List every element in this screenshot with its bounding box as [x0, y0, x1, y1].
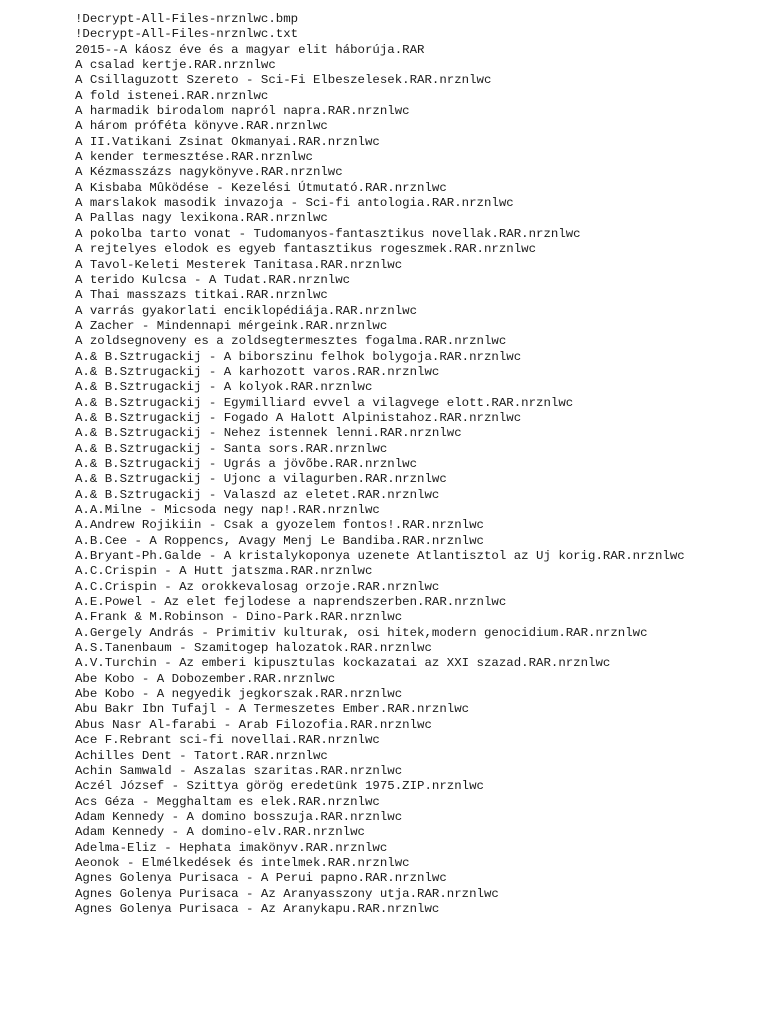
- file-entry: A csalad kertje.RAR.nrznlwc: [75, 58, 276, 73]
- file-entry: A marslakok masodik invazoja - Sci-fi antologia.RAR.nrznlwc: [75, 196, 514, 211]
- file-entry: A.Bryant-Ph.Galde - A kristalykoponya uzenete Atlantisztol az Uj korig.RAR.nrznlwc: [75, 549, 685, 564]
- file-entry: Ace F.Rebrant sci-fi novellai.RAR.nrznlwc: [75, 733, 380, 748]
- file-entry: !Decrypt-All-Files-nrznlwc.txt: [75, 27, 299, 42]
- file-entry: Agnes Golenya Purisaca - Az Aranyasszony utja.RAR.nrznlwc: [75, 886, 499, 901]
- file-entry: A pokolba tarto vonat - Tudomanyos-fantasztikus novellak.RAR.nrznlwc: [75, 226, 581, 241]
- file-entry: A.& B.Sztrugackij - Ujonc a vilagurben.RAR.nrznlwc: [75, 472, 447, 487]
- file-entry: Agnes Golenya Purisaca - Az Aranykapu.RAR.nrznlwc: [75, 901, 440, 916]
- file-entry: !Decrypt-All-Files-nrznlwc.bmp: [75, 12, 299, 26]
- file-entry: A.S.Tanenbaum - Szamitogep halozatok.RAR.nrznlwc: [75, 641, 432, 656]
- file-entry: A Tavol-Keleti Mesterek Tanitasa.RAR.nrznlwc: [75, 257, 403, 272]
- file-entry: A Kézmasszázs nagykönyve.RAR.nrznlwc: [75, 165, 343, 180]
- file-entry: A.& B.Sztrugackij - A karhozott varos.RAR.nrznlwc: [75, 364, 440, 379]
- file-entry: A.& B.Sztrugackij - Fogado A Halott Alpinistahoz.RAR.nrznlwc: [75, 410, 522, 425]
- file-entry: A rejtelyes elodok es egyeb fantasztikus rogeszmek.RAR.nrznlwc: [75, 242, 537, 257]
- file-entry: A.& B.Sztrugackij - A kolyok.RAR.nrznlwc: [75, 380, 373, 395]
- file-entry: A.Andrew Rojikiin - Csak a gyozelem fontos!.RAR.nrznlwc: [75, 518, 484, 533]
- file-entry: Abu Bakr Ibn Tufajl - A Termeszetes Ember.RAR.nrznlwc: [75, 702, 470, 717]
- file-entry: Abe Kobo - A Dobozember.RAR.nrznlwc: [75, 671, 336, 686]
- file-list: [75, 12, 715, 917]
- file-entry: A II.Vatikani Zsinat Okmanyai.RAR.nrznlwc: [75, 134, 380, 149]
- file-entry: A harmadik birodalom napról napra.RAR.nrznlwc: [75, 104, 410, 119]
- file-entry: 2015--A káosz éve és a magyar elit háborúja.RAR: [75, 42, 425, 57]
- file-entry: Aeonok - Elmélkedések és intelmek.RAR.nrznlwc: [75, 855, 410, 870]
- file-entry: A zoldsegnoveny es a zoldsegtermesztes fogalma.RAR.nrznlwc: [75, 334, 507, 349]
- file-entry: Abus Nasr Al-farabi - Arab Filozofia.RAR.nrznlwc: [75, 717, 432, 732]
- file-entry: A.V.Turchin - Az emberi kipusztulas kockazatai az XXI szazad.RAR.nrznlwc: [75, 656, 611, 671]
- file-entry: A fold istenei.RAR.nrznlwc: [75, 88, 269, 103]
- file-entry: Aczél József - Szittya görög eredetünk 1975.ZIP.nrznlwc: [75, 779, 484, 794]
- file-entry: A három próféta könyve.RAR.nrznlwc: [75, 119, 328, 134]
- file-entry: A.& B.Sztrugackij - Nehez istennek lenni.RAR.nrznlwc: [75, 426, 462, 441]
- file-entry: A.& B.Sztrugackij - Ugrás a jövõbe.RAR.nrznlwc: [75, 456, 418, 471]
- file-entry: A.Gergely András - Primitiv kulturak, osi hitek,modern genocidium.RAR.nrznlwc: [75, 625, 648, 640]
- file-entry: A.& B.Sztrugackij - Santa sors.RAR.nrznlwc: [75, 441, 388, 456]
- file-entry: Achin Samwald - Aszalas szaritas.RAR.nrznlwc: [75, 763, 403, 778]
- file-entry: Adelma-Eliz - Hephata imakönyv.RAR.nrznlwc: [75, 840, 388, 855]
- file-entry: A.& B.Sztrugackij - Egymilliard evvel a vilagvege elott.RAR.nrznlwc: [75, 395, 574, 410]
- file-entry: A.E.Powel - Az elet fejlodese a naprendszerben.RAR.nrznlwc: [75, 595, 507, 610]
- file-entry: A Zacher - Mindennapi mérgeink.RAR.nrznlwc: [75, 318, 388, 333]
- file-entry: A terido Kulcsa - A Tudat.RAR.nrznlwc: [75, 272, 351, 287]
- file-entry: A.C.Crispin - Az orokkevalosag orzoje.RAR.nrznlwc: [75, 579, 440, 594]
- file-entry: Adam Kennedy - A domino bosszuja.RAR.nrznlwc: [75, 809, 403, 824]
- file-entry: Achilles Dent - Tatort.RAR.nrznlwc: [75, 748, 328, 763]
- file-entry: A.Frank & M.Robinson - Dino-Park.RAR.nrznlwc: [75, 610, 403, 625]
- file-entry: Agnes Golenya Purisaca - A Perui papno.RAR.nrznlwc: [75, 871, 447, 886]
- file-entry: A.A.Milne - Micsoda negy nap!.RAR.nrznlwc: [75, 503, 380, 517]
- file-entry: A Csillaguzott Szereto - Sci-Fi Elbeszelesek.RAR.nrznlwc: [75, 73, 492, 88]
- file-entry: A kender termesztése.RAR.nrznlwc: [75, 150, 313, 165]
- file-entry: A.& B.Sztrugackij - A biborszinu felhok bolygoja.RAR.nrznlwc: [75, 349, 522, 364]
- file-entry: A varrás gyakorlati enciklopédiája.RAR.nrznlwc: [75, 303, 418, 318]
- file-entry: A Thai masszazs titkai.RAR.nrznlwc: [75, 288, 328, 303]
- file-entry: A Pallas nagy lexikona.RAR.nrznlwc: [75, 211, 328, 226]
- file-entry: Abe Kobo - A negyedik jegkorszak.RAR.nrznlwc: [75, 687, 403, 702]
- file-entry: Acs Géza - Megghaltam es elek.RAR.nrznlwc: [75, 794, 380, 809]
- file-entry: A.& B.Sztrugackij - Valaszd az eletet.RAR.nrznlwc: [75, 487, 440, 502]
- file-entry: A.C.Crispin - A Hutt jatszma.RAR.nrznlwc: [75, 564, 373, 579]
- file-entry: A.B.Cee - A Roppencs, Avagy Menj Le Bandiba.RAR.nrznlwc: [75, 533, 484, 548]
- file-entry: A Kisbaba Mûködése - Kezelési Útmutató.RAR.nrznlwc: [75, 180, 447, 195]
- file-entry: Adam Kennedy - A domino-elv.RAR.nrznlwc: [75, 825, 365, 840]
